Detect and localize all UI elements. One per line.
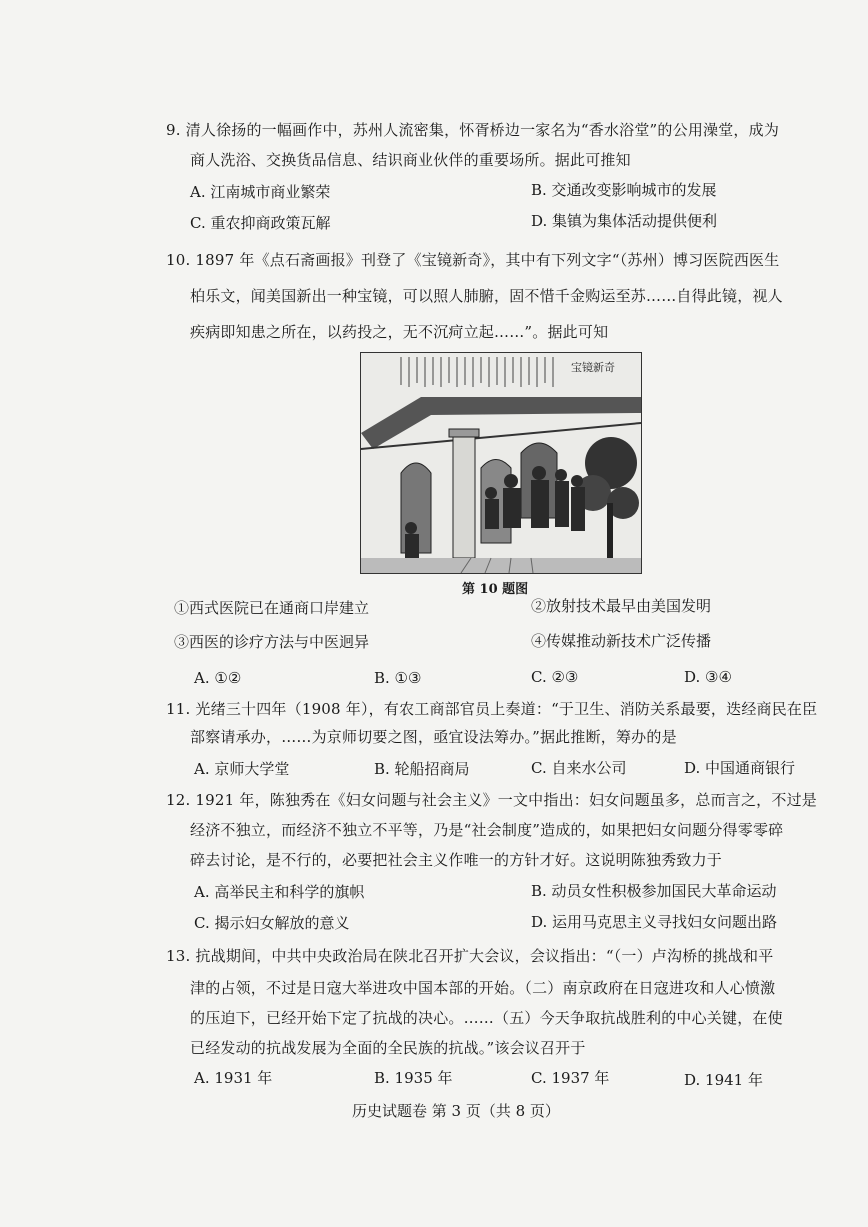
- q12-option-b: B. 动员女性积极参加国民大革命运动: [531, 882, 777, 900]
- q11-stem-line-1: 11. 光绪三十四年（1908 年），有农工商部官员上奏道：“于卫生、消防关系最要，迭经商民在臣: [166, 700, 818, 718]
- q11-option-c: C. 自来水公司: [531, 759, 627, 777]
- q10-statement-4: ④传媒推动新技术广泛传播: [531, 632, 712, 650]
- q12-stem-line-3: 碎去讨论，是不行的，必要把社会主义作唯一的方针才好。这说明陈独秀致力于: [190, 851, 723, 869]
- q10-figure-caption: 第 10 题图: [462, 582, 529, 597]
- q9-option-a: A. 江南城市商业繁荣: [190, 183, 331, 201]
- q12-option-d: D. 运用马克思主义寻找妇女问题出路: [531, 913, 778, 931]
- q12-stem-line-1: 12. 1921 年，陈独秀在《妇女问题与社会主义》一文中指出：妇女问题虽多，总而言之，不过是: [166, 791, 817, 809]
- q10-stem-line-2: 柏乐文，闻美国新出一种宝镜，可以照人肺腑，固不惜千金购运至苏……自得此镜，视人: [190, 287, 783, 305]
- q12-option-c: C. 揭示妇女解放的意义: [194, 914, 350, 932]
- q13-stem-line-1: 13. 抗战期间，中共中央政治局在陕北召开扩大会议，会议指出：“（一）卢沟桥的挑战和平: [166, 947, 774, 965]
- figure-title: 宝镜新奇: [571, 361, 615, 374]
- q9-option-b: B. 交通改变影响城市的发展: [531, 181, 717, 199]
- q10-option-c: C. ②③: [531, 668, 579, 686]
- q10-statement-1: ①西式医院已在通商口岸建立: [174, 599, 370, 617]
- q9-option-c: C. 重农抑商政策瓦解: [190, 214, 331, 232]
- q10-option-a: A. ①②: [194, 669, 242, 687]
- q10-illustration: [360, 352, 642, 574]
- q12-stem-line-2: 经济不独立，而经济不独立不平等，乃是“社会制度”造成的，如果把妇女问题分得零零碎: [190, 821, 784, 839]
- q13-option-b: B. 1935 年: [374, 1069, 453, 1087]
- q13-option-d: D. 1941 年: [684, 1071, 763, 1089]
- q13-stem-line-4: 已经发动的抗战发展为全面的全民族的抗战。”该会议召开于: [190, 1039, 586, 1057]
- q9-option-d: D. 集镇为集体活动提供便利: [531, 212, 718, 230]
- q10-stem-line-1: 10. 1897 年《点石斋画报》刊登了《宝镜新奇》，其中有下列文字“（苏州）博习医院西医生: [166, 251, 780, 269]
- q11-stem-line-2: 部察请承办，……为京师切要之图，亟宜设法筹办。”据此推断，筹办的是: [190, 728, 677, 746]
- q12-option-a: A. 高举民主和科学的旗帜: [194, 883, 365, 901]
- q10-stem-line-3: 疾病即知患之所在，以药投之，无不沉疴立起……”。据此可知: [190, 323, 609, 341]
- q11-option-a: A. 京师大学堂: [194, 760, 290, 778]
- page-footer: 历史试题卷 第 3 页（共 8 页）: [352, 1102, 560, 1120]
- q9-stem-line-2: 商人洗浴、交换货品信息、结识商业伙伴的重要场所。据此可推知: [190, 151, 631, 169]
- q13-stem-line-2: 津的占领，不过是日寇大举进攻中国本部的开始。（二）南京政府在日寇进攻和人心愤激: [190, 979, 776, 997]
- q11-option-d: D. 中国通商银行: [684, 759, 796, 777]
- q10-option-b: B. ①③: [374, 669, 422, 687]
- q10-statement-2: ②放射技术最早由美国发明: [531, 597, 712, 615]
- q10-option-d: D. ③④: [684, 668, 732, 686]
- q9-stem-line-1: 9. 清人徐扬的一幅画作中，苏州人流密集，怀胥桥边一家名为“香水浴堂”的公用澡堂，成为: [166, 121, 780, 139]
- q11-option-b: B. 轮船招商局: [374, 760, 470, 778]
- engraving-illustration: [361, 353, 641, 573]
- q10-statement-3: ③西医的诊疗方法与中医迥异: [174, 633, 370, 651]
- q13-option-a: A. 1931 年: [194, 1069, 273, 1087]
- q13-option-c: C. 1937 年: [531, 1069, 610, 1087]
- q13-stem-line-3: 的压迫下，已经开始下定了抗战的决心。……（五）今天争取抗战胜利的中心关键，在使: [190, 1009, 783, 1027]
